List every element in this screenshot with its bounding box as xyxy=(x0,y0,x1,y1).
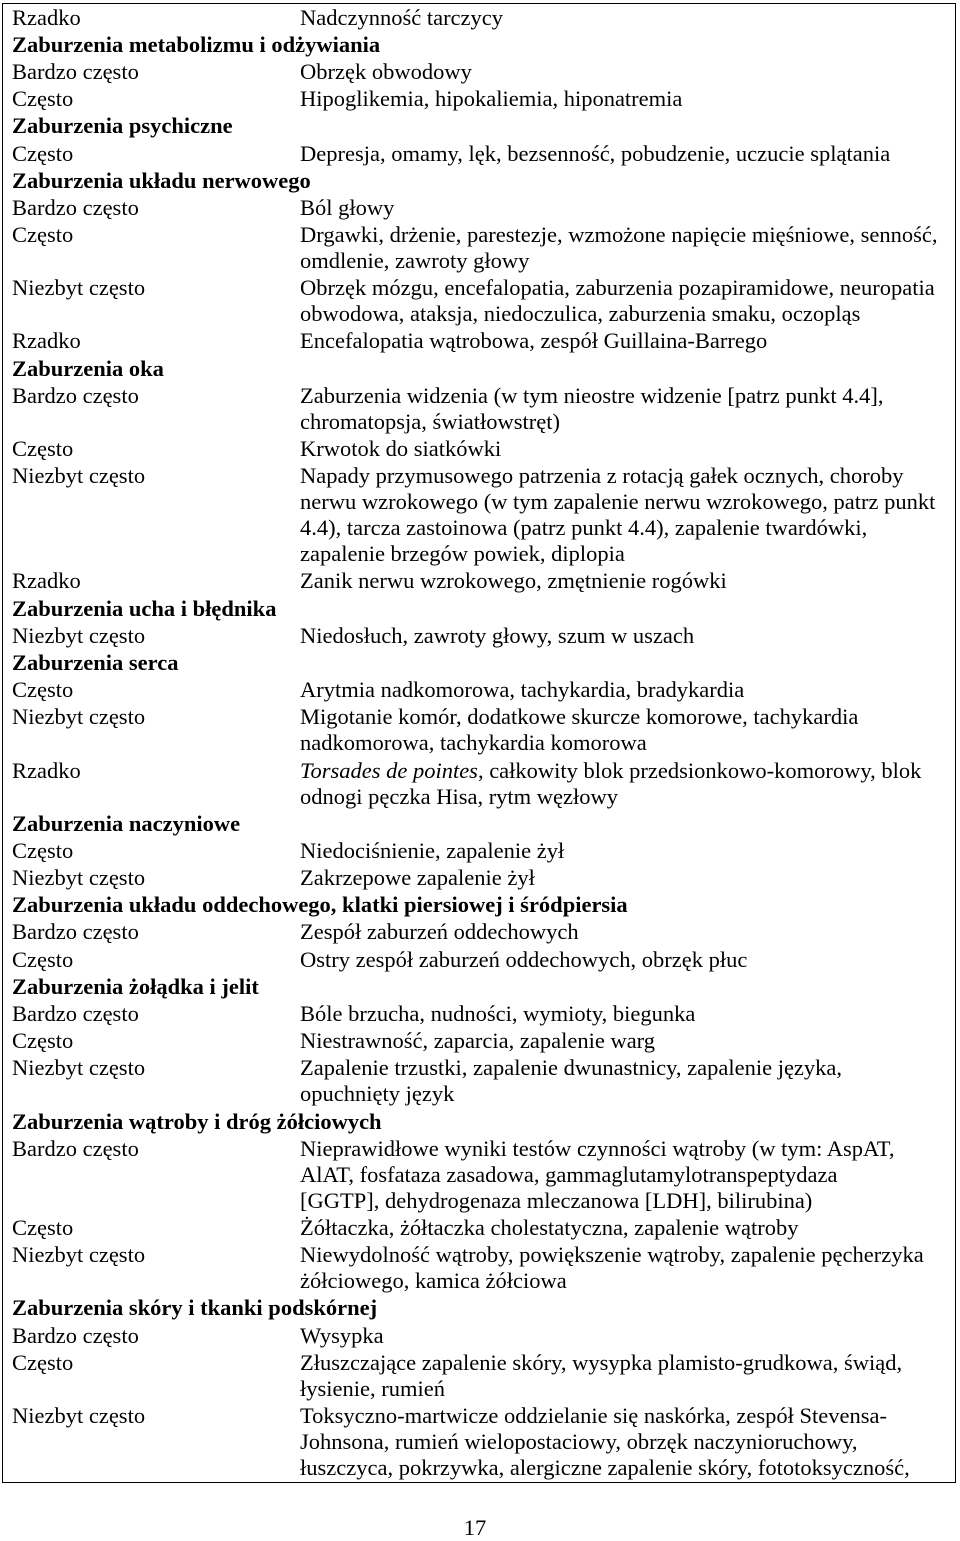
section-row xyxy=(3,810,955,837)
frequency-cell: Bardzo często xyxy=(12,58,139,84)
table-row xyxy=(3,194,955,221)
effects-cell: Bóle brzucha, nudności, wymioty, biegunka xyxy=(300,1001,696,1027)
table-row xyxy=(3,435,955,462)
organ-class-heading: Zaburzenia skóry i tkanki podskórnej xyxy=(12,1295,378,1321)
table-row xyxy=(3,1242,955,1295)
effects-cell: Nadczynność tarczycy xyxy=(300,4,504,30)
frequency-cell: Często xyxy=(12,436,74,462)
frequency-cell: Bardzo często xyxy=(12,1322,139,1348)
effects-cell: Drgawki, drżenie, parestezje, wzmożone napięcie mięśniowe, senność, omdlenie, zawroty głowy xyxy=(300,222,938,274)
frequency-cell: Niezbyt często xyxy=(12,1055,146,1081)
frequency-cell: Często xyxy=(12,140,74,166)
section-row xyxy=(3,167,955,194)
section-row xyxy=(3,892,955,919)
effects-cell: Obrzęk obwodowy xyxy=(300,58,472,84)
frequency-cell: Niezbyt często xyxy=(12,865,146,891)
effects-cell: Ostry zespół zaburzeń oddechowych, obrzęk płuc xyxy=(300,946,748,972)
effects-cell: Zanik nerwu wzrokowego, zmętnienie rogówki xyxy=(300,568,727,594)
organ-class-heading: Zaburzenia serca xyxy=(12,649,179,675)
table-row xyxy=(3,622,955,649)
organ-class-heading: Zaburzenia ucha i błędnika xyxy=(12,595,277,621)
section-row xyxy=(3,1295,955,1322)
section-row xyxy=(3,355,955,382)
frequency-cell: Bardzo często xyxy=(12,919,139,945)
table-row xyxy=(3,704,955,757)
table-row xyxy=(3,140,955,167)
table-row xyxy=(3,865,955,892)
organ-class-heading: Zaburzenia metabolizmu i odżywiania xyxy=(12,31,381,57)
adverse-reactions-table xyxy=(2,3,956,1483)
table-row xyxy=(3,1028,955,1055)
section-row xyxy=(3,113,955,140)
effects-cell: Hipoglikemia, hipokaliemia, hiponatremia xyxy=(300,86,683,112)
table-row xyxy=(3,1349,955,1402)
effects-cell: Krwotok do siatkówki xyxy=(300,436,502,462)
organ-class-heading: Zaburzenia wątroby i dróg żółciowych xyxy=(12,1108,382,1134)
frequency-cell: Niezbyt często xyxy=(12,1242,146,1268)
effects-cell: Niestrawność, zaparcia, zapalenie warg xyxy=(300,1028,656,1054)
organ-class-heading: Zaburzenia układu oddechowego, klatki piersiowej i śródpiersia xyxy=(12,892,628,918)
table-row xyxy=(3,86,955,113)
table-row xyxy=(3,1135,955,1214)
table-row xyxy=(3,275,955,328)
frequency-cell: Rzadko xyxy=(12,568,81,594)
organ-class-heading: Zaburzenia oka xyxy=(12,355,164,381)
table-row xyxy=(3,1214,955,1241)
frequency-cell: Bardzo często xyxy=(12,1001,139,1027)
organ-class-heading: Zaburzenia psychiczne xyxy=(12,113,233,139)
frequency-cell: Niezbyt często xyxy=(12,622,146,648)
organ-class-heading: Zaburzenia naczyniowe xyxy=(12,810,241,836)
frequency-cell: Często xyxy=(12,837,74,863)
table-row xyxy=(3,946,955,973)
frequency-cell: Często xyxy=(12,86,74,112)
frequency-cell: Rzadko xyxy=(12,757,81,783)
frequency-cell: Niezbyt często xyxy=(12,275,146,301)
frequency-cell: Bardzo często xyxy=(12,382,139,408)
effects-cell: Obrzęk mózgu, encefalopatia, zaburzenia pozapiramidowe, neuropatia obwodowa, ataksja, niedoczulica, zaburzenia smaku, oczopląs xyxy=(300,275,935,327)
effects-cell: Nieprawidłowe wyniki testów czynności wątroby (w tym: AspAT, AlAT, fosfataza zasadowa, gammaglutamylotranspeptydaza [GGTP], dehydrogenaza mleczanowa [LDH], bilirubina) xyxy=(300,1135,895,1213)
effects-cell: Niedosłuch, zawroty głowy, szum w uszach xyxy=(300,622,695,648)
effects-cell: Niewydolność wątroby, powiększenie wątroby, zapalenie pęcherzyka żółciowego, kamica żółciowa xyxy=(300,1242,924,1294)
effects-cell: Złuszczające zapalenie skóry, wysypka plamisto-grudkowa, świąd, łysienie, rumień xyxy=(300,1349,903,1401)
effects-text: , całkowity blok przedsionkowo-komorowy, blok odnogi pęczka Hisa, rytm węzłowy xyxy=(300,757,922,809)
table-row xyxy=(3,382,955,435)
table-row xyxy=(3,919,955,946)
organ-class-heading: Zaburzenia żołądka i jelit xyxy=(12,973,259,999)
effects-cell: Żółtaczka, żółtaczka cholestatyczna, zapalenie wątroby xyxy=(300,1214,799,1240)
section-row xyxy=(3,31,955,58)
frequency-cell: Rzadko xyxy=(12,328,81,354)
table-row xyxy=(3,463,955,568)
effects-cell: Migotanie komór, dodatkowe skurcze komorowe, tachykardia nadkomorowa, tachykardia komorowa xyxy=(300,704,859,756)
frequency-cell: Często xyxy=(12,946,74,972)
table-row xyxy=(3,222,955,275)
frequency-cell: Często xyxy=(12,1349,74,1375)
table-row xyxy=(3,58,955,85)
effects-cell: Zakrzepowe zapalenie żył xyxy=(300,865,535,891)
effects-cell: Arytmia nadkomorowa, tachykardia, bradykardia xyxy=(300,677,745,703)
table-row xyxy=(3,1055,955,1108)
frequency-cell: Często xyxy=(12,222,74,248)
section-row xyxy=(3,595,955,622)
table-row xyxy=(3,1402,955,1481)
effects-cell: Napady przymusowego patrzenia z rotacją gałek ocznych, choroby nerwu wzrokowego (w tym zapalenie nerwu wzrokowego, patrz punkt 4.4), tarcza zastoinowa (patrz punkt 4.4), zapalenie twardówki, zapalenie brzegów powiek, diplopia xyxy=(300,463,936,567)
effects-cell: Encefalopatia wątrobowa, zespół Guillaina-Barrego xyxy=(300,328,768,354)
frequency-cell: Bardzo często xyxy=(12,1135,139,1161)
frequency-cell: Niezbyt często xyxy=(12,1402,146,1428)
table-row xyxy=(3,837,955,864)
effects-cell: Zespół zaburzeń oddechowych xyxy=(300,919,579,945)
effects-cell: Niedociśnienie, zapalenie żył xyxy=(300,837,565,863)
table-row xyxy=(3,1322,955,1349)
effects-cell: Toksyczno-martwicze oddzielanie się naskórka, zespół Stevensa- Johnsona, rumień wielopostaciowy, obrzęk naczynioruchowy, łuszczyca, pokrzywka, alergiczne zapalenie skóry, fototoksyczność, xyxy=(300,1402,910,1480)
effects-cell xyxy=(300,758,955,810)
organ-class-heading: Zaburzenia układu nerwowego xyxy=(12,167,311,193)
frequency-cell: Bardzo często xyxy=(12,194,139,220)
effects-cell: Zaburzenia widzenia (w tym nieostre widzenie [patrz punkt 4.4], chromatopsja, światłowstręt) xyxy=(300,382,884,434)
section-row xyxy=(3,1108,955,1135)
table-row xyxy=(3,328,955,355)
italic-term: Torsades de pointes xyxy=(300,757,478,783)
table-row xyxy=(3,677,955,704)
table-row xyxy=(3,568,955,595)
effects-cell: Wysypka xyxy=(300,1322,384,1348)
page-number: 17 xyxy=(463,1515,487,1540)
effects-cell: Depresja, omamy, lęk, bezsenność, pobudzenie, uczucie splątania xyxy=(300,140,891,166)
section-row xyxy=(3,973,955,1000)
frequency-cell: Niezbyt często xyxy=(12,704,146,730)
table-row xyxy=(3,4,955,31)
table-row xyxy=(3,1000,955,1027)
frequency-cell: Niezbyt często xyxy=(12,463,146,489)
section-row xyxy=(3,649,955,676)
frequency-cell: Często xyxy=(12,1028,74,1054)
effects-cell: Zapalenie trzustki, zapalenie dwunastnicy, zapalenie języka, opuchnięty język xyxy=(300,1055,843,1107)
frequency-cell: Często xyxy=(12,1214,74,1240)
frequency-cell: Często xyxy=(12,677,74,703)
frequency-cell: Rzadko xyxy=(12,4,81,30)
table-row xyxy=(3,757,955,810)
effects-cell: Ból głowy xyxy=(300,194,395,220)
